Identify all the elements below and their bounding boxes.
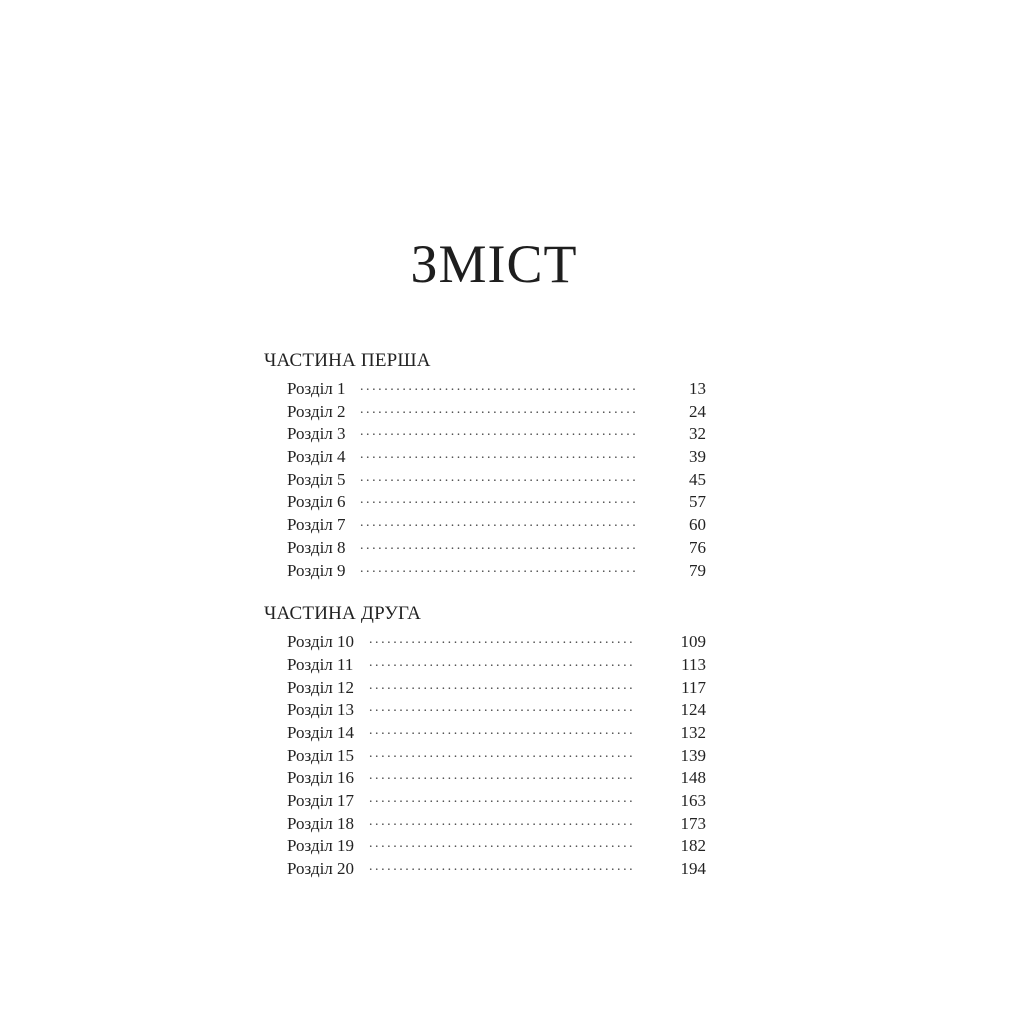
- toc-entry-label: Розділ 17: [287, 791, 355, 810]
- dot-leader: ..............................................: [360, 492, 639, 508]
- dot-leader: ............................................: [369, 722, 636, 738]
- toc-entry-page: 139: [680, 745, 706, 765]
- dot-leader: ............................................: [369, 632, 636, 648]
- toc-entry-label: Розділ 5: [287, 469, 346, 489]
- dot-leader: ............................................: [369, 768, 636, 784]
- toc-entry-page: 60: [689, 515, 706, 535]
- toc-entry-chapter-4: [287, 446, 708, 469]
- toc-entry-label: Розділ 3: [287, 424, 346, 444]
- toc-entry-chapter-15: [287, 745, 708, 768]
- toc-entry-page: 24: [689, 401, 706, 421]
- toc-entry-label: Розділ 16: [287, 768, 355, 788]
- dot-leader: ..............................................: [360, 401, 639, 417]
- part-two-title: ЧАСТИНА ДРУГА: [264, 603, 422, 625]
- toc-entry-page: 163: [680, 791, 706, 810]
- toc-entry-chapter-18: [287, 813, 708, 836]
- toc-entry-chapter-8: [287, 537, 708, 560]
- toc-entry-page: 113: [681, 654, 706, 674]
- dot-leader: ..............................................: [360, 537, 639, 553]
- toc-entry-page: 32: [689, 424, 706, 444]
- toc-entry-label: Розділ 18: [287, 813, 355, 833]
- toc-entry-page: 173: [680, 813, 706, 833]
- toc-entry-label: Розділ 11: [287, 654, 354, 674]
- toc-entry-page: 182: [680, 836, 706, 856]
- toc-entry-label: Розділ 14: [287, 722, 355, 742]
- toc-entry-page: 194: [680, 859, 706, 879]
- toc-entry-chapter-5: [287, 469, 708, 492]
- page-title: ЗМІСТ: [410, 234, 578, 294]
- toc-entry-page: 124: [680, 700, 706, 720]
- toc-entry-label: Розділ 6: [287, 492, 346, 512]
- toc-entry-chapter-20: [287, 858, 708, 881]
- dot-leader: ............................................: [369, 836, 636, 852]
- toc-entry-page: 109: [680, 632, 706, 652]
- dot-leader: ............................................: [369, 654, 636, 670]
- toc-entry-label: Розділ 10: [287, 632, 355, 652]
- part-one: [264, 348, 708, 582]
- dot-leader: ............................................: [369, 813, 636, 829]
- toc-entry-chapter-19: [287, 835, 708, 858]
- part-one-title: ЧАСТИНА ПЕРША: [264, 350, 431, 371]
- dot-leader: ............................................: [369, 745, 636, 761]
- toc-entry-label: Розділ 13: [287, 700, 355, 720]
- toc-entry-chapter-14: [287, 722, 708, 745]
- dot-leader: ..............................................: [360, 515, 639, 531]
- toc-entry-page: 13: [689, 379, 706, 398]
- toc-entry-chapter-12: [287, 677, 708, 700]
- toc-entry-label: Розділ 1: [287, 379, 346, 398]
- dot-leader: ............................................: [369, 677, 636, 693]
- dot-leader: ............................................: [369, 700, 636, 716]
- toc-entry-label: Розділ 15: [287, 745, 355, 765]
- toc-entry-label: Розділ 20: [287, 859, 355, 879]
- toc-entry-label: Розділ 19: [287, 836, 355, 856]
- toc-entry-chapter-9: [287, 560, 708, 583]
- toc-entry-chapter-16: [287, 767, 708, 790]
- toc-entry-page: 132: [680, 722, 706, 742]
- toc-entry-chapter-1: [287, 378, 708, 401]
- toc-entry-chapter-3: [287, 423, 708, 446]
- dot-leader: ..............................................: [360, 424, 639, 440]
- part-two: [264, 601, 708, 881]
- toc-entry-page: 45: [689, 469, 706, 489]
- dot-leader: ............................................: [369, 859, 636, 875]
- toc-entry-label: Розділ 8: [287, 537, 346, 557]
- toc-entry-page: 57: [689, 492, 706, 512]
- toc-entry-page: 148: [680, 768, 706, 788]
- toc-entry-chapter-11: [287, 654, 708, 677]
- toc-entry-chapter-13: [287, 699, 708, 722]
- toc-entry-label: Розділ 9: [287, 560, 346, 580]
- dot-leader: ..............................................: [360, 560, 639, 576]
- dot-leader: ............................................: [369, 791, 636, 806]
- toc-entry-label: Розділ 4: [287, 447, 346, 467]
- toc-entry-label: Розділ 7: [287, 515, 346, 535]
- toc-entry-page: 76: [689, 537, 706, 557]
- table-of-contents: [264, 348, 708, 881]
- toc-entry-page: 79: [689, 560, 706, 580]
- dot-leader: ..............................................: [360, 447, 639, 463]
- toc-entry-label: Розділ 2: [287, 401, 346, 421]
- toc-entry-chapter-7: [287, 514, 708, 537]
- dot-leader: ..............................................: [360, 379, 639, 394]
- toc-entry-chapter-17: [287, 790, 708, 813]
- toc-entry-chapter-10: [287, 631, 708, 654]
- toc-entry-page: 39: [689, 447, 706, 467]
- toc-entry-chapter-6: [287, 491, 708, 514]
- toc-entry-page: 117: [681, 677, 706, 697]
- toc-entry-chapter-2: [287, 401, 708, 424]
- dot-leader: ..............................................: [360, 469, 639, 485]
- toc-entry-label: Розділ 12: [287, 677, 355, 697]
